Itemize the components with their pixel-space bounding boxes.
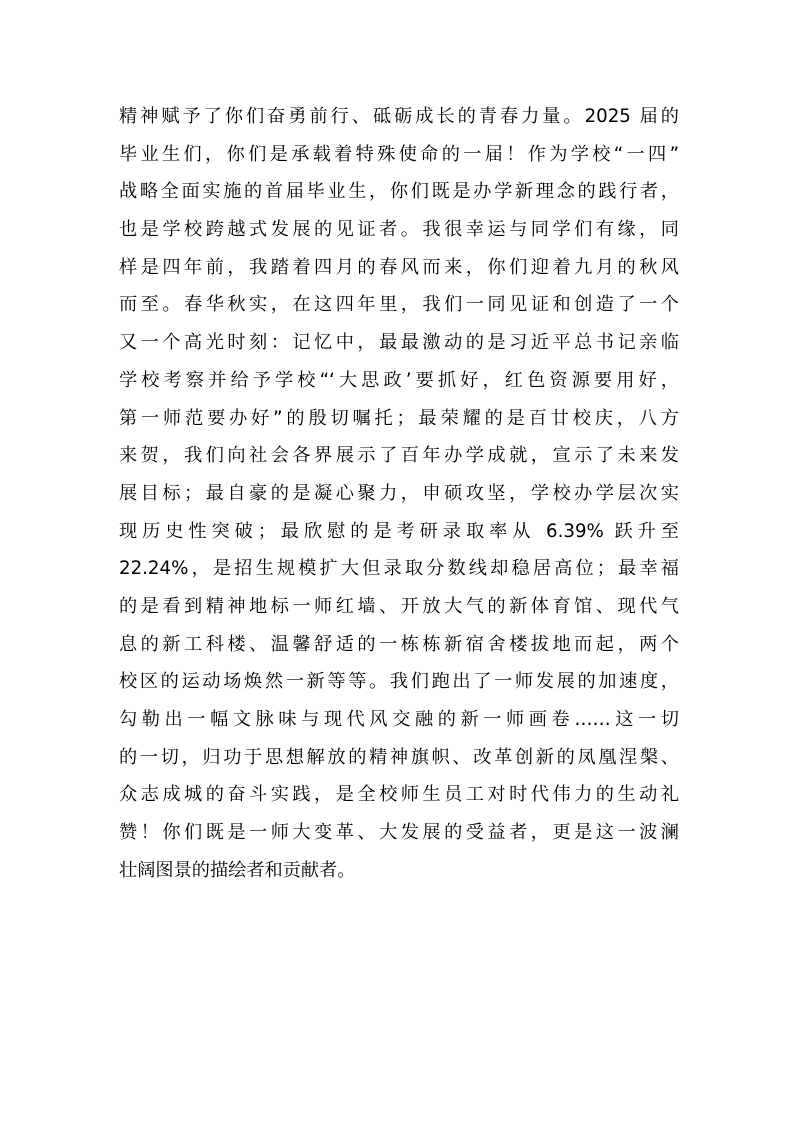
paragraph-line-19: 众志成城的奋斗实践，是全校师生员工对时代伟力的生动礼 (119, 784, 679, 806)
paragraph-line-15: 息的新工科楼、温馨舒适的一栋栋新宿舍楼拔地而起，两个 (119, 633, 679, 655)
paragraph-line-14: 的是看到精神地标一师红墙、开放大气的新体育馆、现代气 (119, 595, 679, 617)
paragraph-line-18: 的一切，归功于思想解放的精神旗帜、改革创新的凤凰涅槃、 (119, 746, 679, 768)
paragraph-line-3: 战略全面实施的首届毕业生，你们既是办学新理念的践行者， (119, 181, 679, 203)
paragraph-line-10: 来贺，我们向社会各界展示了百年办学成就，宣示了未来发 (119, 445, 679, 467)
paragraph-line-16: 校区的运动场焕然一新等等。我们跑出了一师发展的加速度， (119, 671, 679, 693)
speech-paragraph (119, 98, 679, 889)
paragraph-line-9: 第一师范要办好”的殷切嘱托；最荣耀的是百廿校庆，八方 (119, 407, 679, 429)
paragraph-line-4: 也是学校跨越式发展的见证者。我很幸运与同学们有缘，同 (119, 219, 679, 241)
paragraph-line-2: 毕业生们，你们是承载着特殊使命的一届！作为学校“一四” (119, 143, 679, 165)
paragraph-line-5: 样是四年前，我踏着四月的春风而来，你们迎着九月的秋风 (119, 256, 679, 278)
paragraph-line-17: 勾勒出一幅文脉味与现代风交融的新一师画卷……这一切 (119, 709, 679, 730)
paragraph-line-12: 现历史性突破；最欣慰的是考研录取率从 6.39% 跃升至 (119, 520, 679, 542)
paragraph-line-8: 学校考察并给予学校“‘大思政’要抓好，红色资源要用好， (119, 369, 679, 391)
paragraph-line-13: 22.24%，是招生规模扩大但录取分数线却稳居高位；最幸福 (119, 558, 679, 580)
paragraph-line-21: 壮阔图景的描绘者和贡献者。 (119, 859, 356, 881)
paragraph-line-1: 精神赋予了你们奋勇前行、砥砺成长的青春力量。2025 届的 (119, 106, 679, 127)
paragraph-line-20: 赞！你们既是一师大变革、大发展的受益者，更是这一波澜 (119, 822, 679, 844)
paragraph-line-7: 又一个高光时刻：记忆中，最最激动的是习近平总书记亲临 (119, 332, 679, 354)
paragraph-line-11: 展目标；最自豪的是凝心聚力，申硕攻坚，学校办学层次实 (119, 482, 679, 504)
paragraph-line-6: 而至。春华秋实，在这四年里，我们一同见证和创造了一个 (119, 294, 679, 316)
